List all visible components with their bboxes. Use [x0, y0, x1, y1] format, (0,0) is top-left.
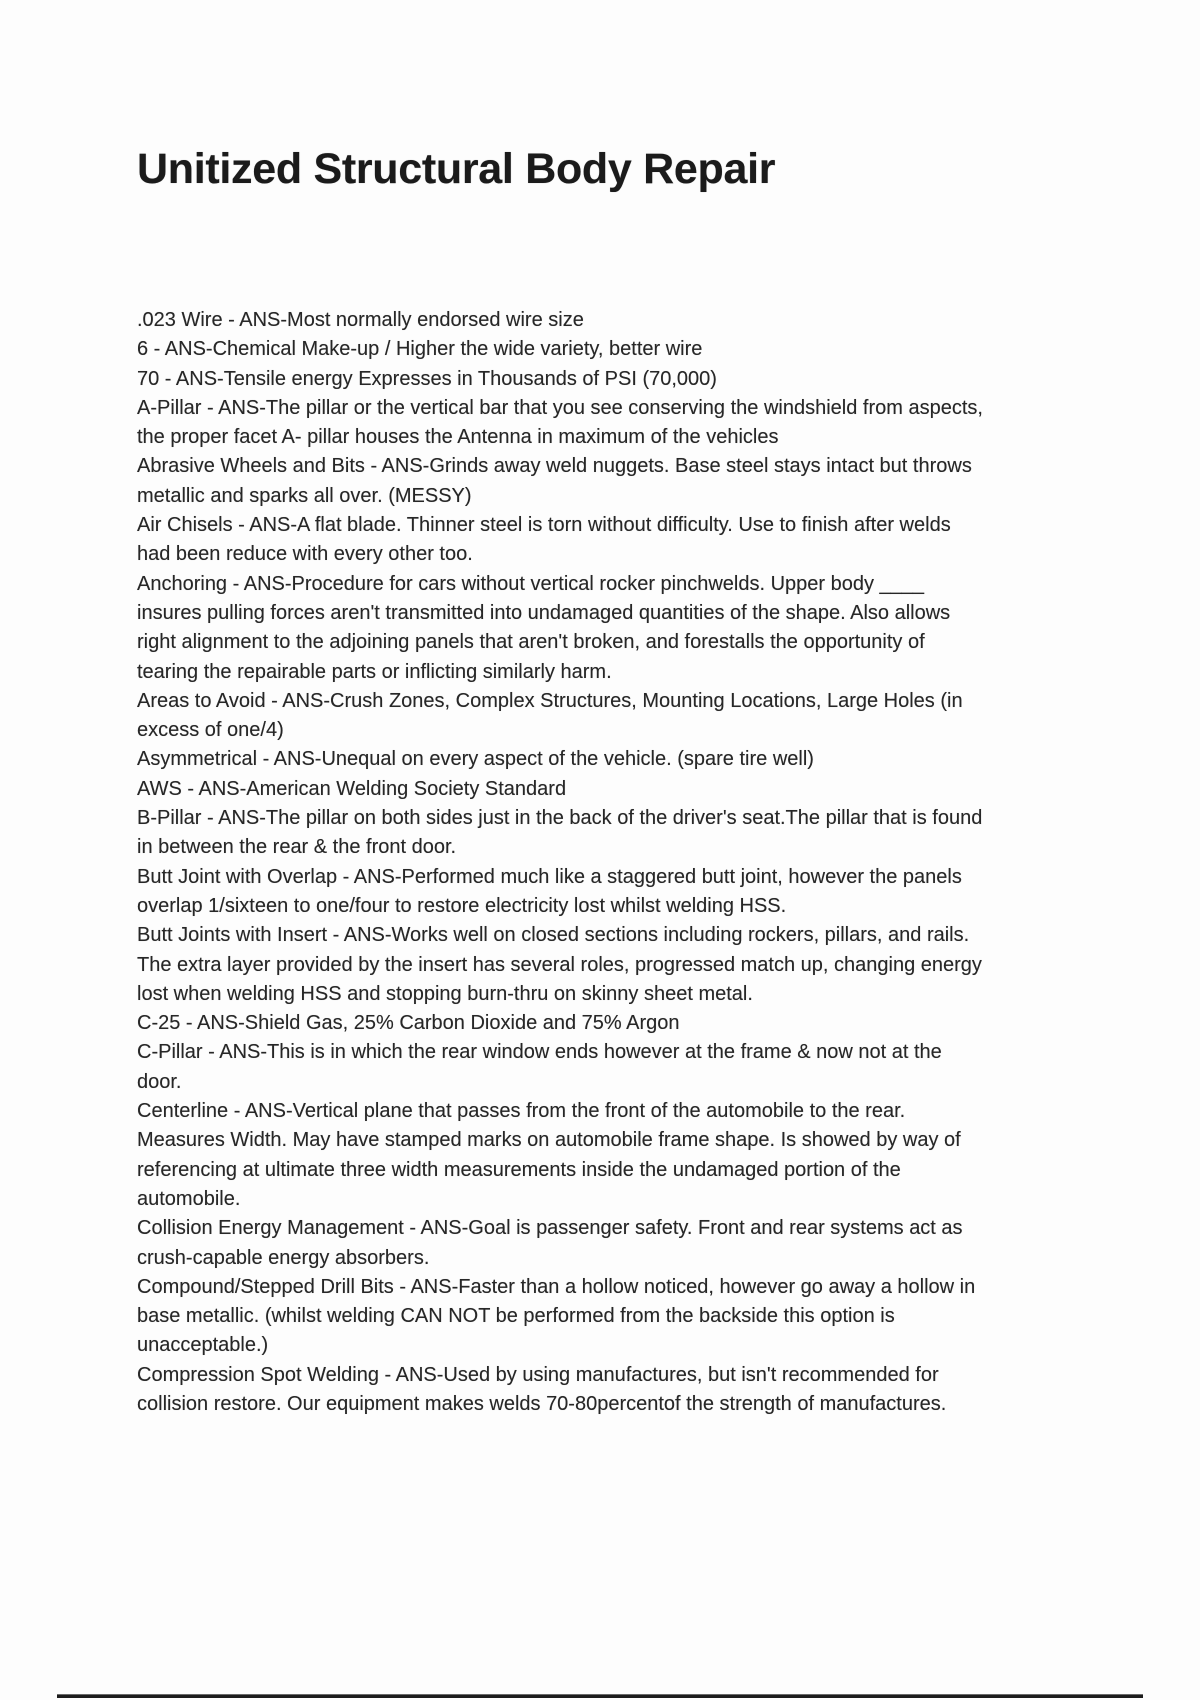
definition-paragraph — [137, 1038, 1100, 1097]
definition-paragraph — [137, 775, 1100, 804]
text-line: Compound/Stepped Drill Bits - ANS-Faster than a hollow noticed, however go away a hollow in — [137, 1275, 976, 1298]
page-break-line — [57, 1694, 1143, 1698]
text-line: Collision Energy Management - ANS-Goal is passenger safety. Front and rear systems act as — [137, 1217, 963, 1240]
text-line: A-Pillar - ANS-The pillar or the vertical bar that you see conserving the windshield from aspects, — [137, 396, 983, 419]
text-line: metallic and sparks all over. (MESSY) — [137, 484, 472, 507]
text-line: Asymmetrical - ANS-Unequal on every aspect of the vehicle. (spare tire well) — [137, 748, 814, 771]
definition-paragraph — [137, 687, 1100, 746]
definition-paragraph — [137, 745, 1100, 774]
text-line: Areas to Avoid - ANS-Crush Zones, Complex Structures, Mounting Locations, Large Holes (in — [137, 689, 963, 712]
text-line: had been reduce with every other too. — [137, 543, 473, 566]
definition-paragraph — [137, 570, 1100, 687]
text-line: referencing at ultimate three width measurements inside the undamaged portion of the — [137, 1158, 901, 1181]
text-line: Anchoring - ANS-Procedure for cars without vertical rocker pinchwelds. Upper body ____ — [137, 572, 925, 595]
definition-paragraph — [137, 1361, 1100, 1420]
text-line: in between the rear & the front door. — [137, 836, 457, 859]
text-line: AWS - ANS-American Welding Society Standard — [137, 777, 567, 800]
definition-paragraph — [137, 863, 1100, 922]
page-title: Unitized Structural Body Repair — [137, 145, 776, 193]
definitions-list — [137, 306, 1100, 1419]
text-line: Measures Width. May have stamped marks on automobile frame shape. Is showed by way of — [137, 1129, 961, 1152]
text-line: overlap 1/sixteen to one/four to restore electricity lost whilst welding HSS. — [137, 894, 787, 917]
text-line: automobile. — [137, 1187, 241, 1210]
definition-paragraph — [137, 306, 1100, 335]
definition-paragraph — [137, 1273, 1100, 1361]
text-line: C-25 - ANS-Shield Gas, 25% Carbon Dioxide and 75% Argon — [137, 1012, 680, 1035]
definition-paragraph — [137, 335, 1100, 364]
text-line: The extra layer provided by the insert has several roles, progressed match up, changing energy — [137, 953, 982, 976]
definition-paragraph — [137, 365, 1100, 394]
text-line: excess of one/4) — [137, 719, 284, 742]
text-line: .023 Wire - ANS-Most normally endorsed wire size — [137, 309, 584, 331]
text-line: tearing the repairable parts or inflicting similarly harm. — [137, 660, 612, 683]
definition-paragraph — [137, 1214, 1100, 1273]
text-line: Abrasive Wheels and Bits - ANS-Grinds away weld nuggets. Base steel stays intact but throws — [137, 455, 972, 478]
definition-paragraph — [137, 511, 1100, 570]
text-line: base metallic. (whilst welding CAN NOT be performed from the backside this option is — [137, 1305, 895, 1328]
text-line: Centerline - ANS-Vertical plane that passes from the front of the automobile to the rear. — [137, 1100, 906, 1123]
text-line: C-Pillar - ANS-This is in which the rear window ends however at the frame & now not at the — [137, 1041, 942, 1064]
text-line: collision restore. Our equipment makes welds 70-80percentof the strength of manufactures. — [137, 1392, 947, 1415]
text-line: 6 - ANS-Chemical Make-up / Higher the wide variety, better wire — [137, 338, 703, 361]
definition-paragraph — [137, 452, 1100, 511]
text-line: the proper facet A- pillar houses the Antenna in maximum of the vehicles — [137, 426, 779, 449]
text-line: Compression Spot Welding - ANS-Used by using manufactures, but isn't recommended for — [137, 1363, 939, 1386]
text-line: door. — [137, 1070, 182, 1093]
text-line: Air Chisels - ANS-A flat blade. Thinner steel is torn without difficulty. Use to finish after welds — [137, 514, 951, 537]
definition-paragraph — [137, 394, 1100, 453]
text-line: lost when welding HSS and stopping burn-thru on skinny sheet metal. — [137, 982, 753, 1005]
definition-paragraph — [137, 1009, 1100, 1038]
text-line: 70 - ANS-Tensile energy Expresses in Thousands of PSI (70,000) — [137, 367, 717, 390]
text-line: insures pulling forces aren't transmitted into undamaged quantities of the shape. Also allows — [137, 601, 951, 624]
text-line: Butt Joints with Insert - ANS-Works well on closed sections including rockers, pillars, and rails. — [137, 924, 970, 947]
text-line: right alignment to the adjoining panels that aren't broken, and forestalls the opportunity of — [137, 631, 925, 654]
text-line: crush-capable energy absorbers. — [137, 1246, 430, 1269]
text-line: Butt Joint with Overlap - ANS-Performed much like a staggered butt joint, however the panels — [137, 865, 962, 888]
text-line: unacceptable.) — [137, 1334, 269, 1357]
text-line: B-Pillar - ANS-The pillar on both sides just in the back of the driver's seat.The pillar that is found — [137, 807, 983, 830]
definition-paragraph — [137, 804, 1100, 863]
definition-paragraph — [137, 921, 1100, 1009]
definition-paragraph — [137, 1097, 1100, 1214]
